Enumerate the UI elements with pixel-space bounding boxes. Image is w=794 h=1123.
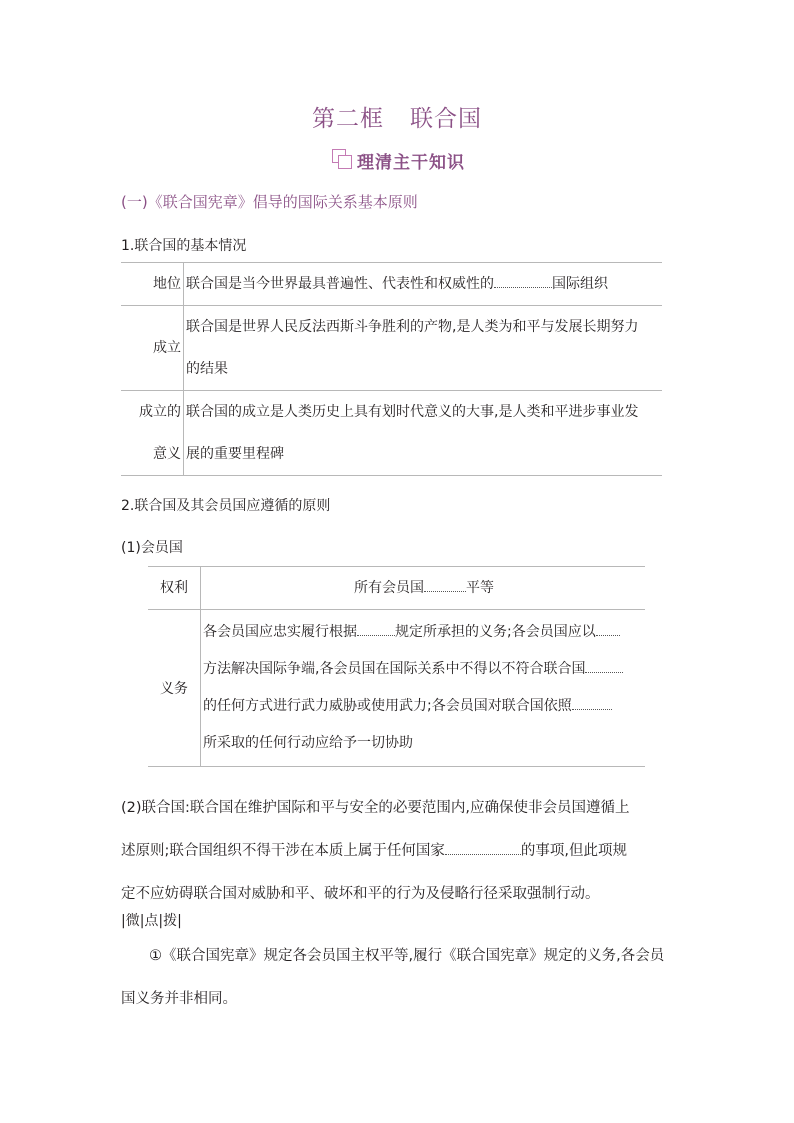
title-left: 第二框	[312, 106, 384, 132]
section-banner	[332, 146, 465, 174]
row-label: 地位	[121, 263, 184, 306]
row-label: 成立的 意义	[121, 391, 184, 476]
table-row	[121, 306, 662, 391]
heading-basic-info: 1.联合国的基本情况	[121, 238, 247, 254]
table-row	[121, 263, 662, 306]
row-content: 联合国是世界人民反法西斯斗争胜利的产物,是人类为和平与发展长期努力 的结果	[186, 319, 639, 377]
fill-blank[interactable]	[424, 579, 466, 592]
row-content: 各会员国应忠实履行根据 规定所承担的义务;各会员国应以 方法解决国际争端,各会员国在国际关系中不得以不符合联合国 的任何方式进行武力威胁或使用武力;各会员国对联合国依照 所采取的任何行动应给予一切协助	[201, 610, 646, 767]
un-principles-paragraph: (2)联合国:联合国在维护国际和平与安全的必要范围内,应确保使非会员国遵循上 述原则;联合国组织不得干涉在本质上属于任何国家 的事项,但此项规 定不应妨碍联合国对威胁和平、破坏和平的行为及侵略行径采取强制行动。	[121, 800, 630, 902]
row-content: 联合国是当今世界最具普遍性、代表性和权威性的 国际组织	[186, 276, 608, 292]
fill-blank[interactable]	[572, 697, 612, 710]
section-heading-1: (一)《联合国宪章》倡导的国际关系基本原则	[121, 193, 418, 211]
overlapping-squares-icon	[332, 149, 354, 171]
title-right: 联合国	[410, 106, 482, 132]
heading-member-states: (1)会员国	[121, 540, 183, 556]
fill-blank[interactable]	[494, 275, 552, 288]
heading-principles: 2.联合国及其会员国应遵循的原则	[121, 498, 331, 514]
row-label: 权利	[148, 567, 201, 610]
fill-blank[interactable]	[596, 623, 620, 636]
tip-paragraph: ①《联合国宪章》规定各会员国主权平等,履行《联合国宪章》规定的义务,各会员 国义务并非相同。	[121, 948, 665, 1007]
fill-blank[interactable]	[585, 660, 623, 673]
tip-label: |微|点|拨|	[121, 913, 182, 929]
table-row	[148, 567, 645, 610]
fill-blank[interactable]	[445, 842, 521, 855]
table-row	[148, 610, 645, 767]
page-title	[0, 100, 794, 133]
banner-text: 理清主干知识	[357, 152, 465, 173]
member-states-table	[148, 566, 645, 767]
un-basic-info-table	[121, 262, 662, 476]
row-label: 成立	[121, 306, 184, 391]
fill-blank[interactable]	[357, 623, 395, 636]
row-label: 义务	[148, 610, 201, 767]
table-row	[121, 391, 662, 476]
row-content: 联合国的成立是人类历史上具有划时代意义的大事,是人类和平进步事业发 展的重要里程碑	[186, 404, 639, 462]
row-content: 所有会员国 平等	[354, 580, 494, 596]
